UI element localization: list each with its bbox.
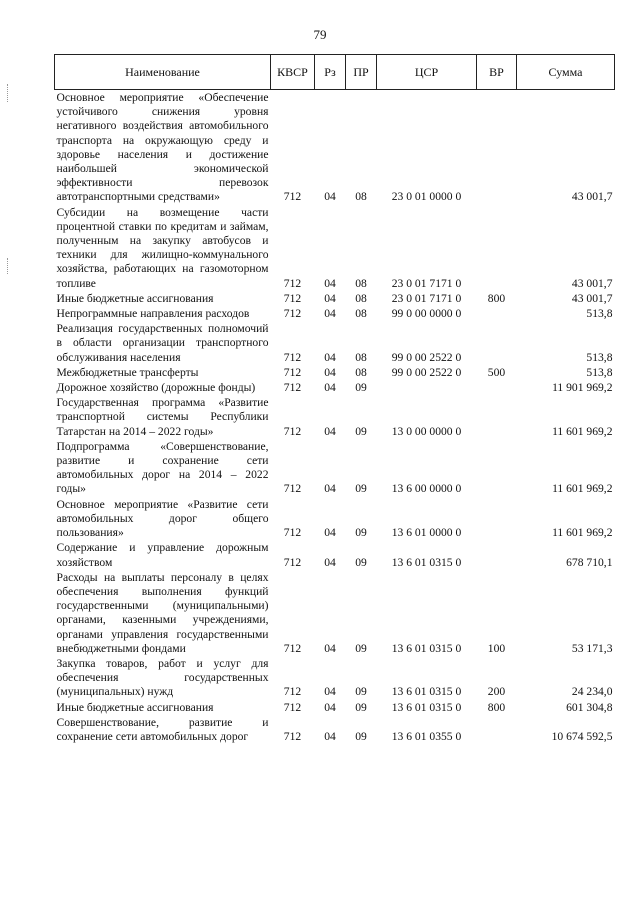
header-pr: ПР [346,55,377,90]
row-rz: 04 [324,700,336,714]
row-rz: 04 [324,685,336,699]
row-csr [377,380,477,395]
row-rz: 04 [324,641,336,655]
row-kvsr: 712 [283,307,302,321]
row-sum: 513,8 [586,350,613,364]
table-row [55,715,615,744]
row-kvsr: 712 [283,555,302,569]
header-rz: Рз [315,55,346,90]
row-rz: 04 [324,729,336,743]
table-row [55,395,615,439]
table-row [55,570,615,656]
row-rz: 04 [324,381,336,395]
row-vr [477,321,517,365]
row-csr: 99 0 00 0000 0 [391,307,462,321]
row-csr: 13 0 00 0000 0 [391,424,462,438]
row-pr: 08 [355,276,367,290]
row-rz: 04 [324,350,336,364]
row-vr [477,497,517,541]
row-pr: 09 [355,729,367,743]
row-pr: 08 [355,350,367,364]
row-sum: 678 710,1 [566,555,613,569]
row-pr: 09 [355,685,367,699]
row-vr: 800 [487,700,506,714]
header-csr: ЦСР [377,55,477,90]
row-pr: 08 [355,291,367,305]
row-kvsr: 712 [283,641,302,655]
row-kvsr: 712 [283,381,302,395]
row-pr: 09 [355,641,367,655]
row-vr [477,380,517,395]
row-vr [477,306,517,321]
row-name: Подпрограмма «Совершенствование, развитие и сохранение сети автомобильных дорог на 2014 – 2022 годы» [56,439,269,496]
row-pr: 09 [355,381,367,395]
row-vr [477,395,517,439]
budget-table [54,54,615,744]
row-csr: 13 6 01 0000 0 [391,526,462,540]
row-sum: 10 674 592,5 [551,729,613,743]
row-csr: 99 0 00 2522 0 [391,350,462,364]
row-name: Непрограммные направления расходов [56,307,250,321]
row-csr: 13 6 01 0315 0 [391,700,462,714]
table-row [55,656,615,700]
table-row [55,321,615,365]
row-sum: 513,8 [586,307,613,321]
row-name: Закупка товаров, работ и услуг для обеспечения государственных (муниципальных) нужд [56,656,269,699]
row-kvsr: 712 [283,685,302,699]
row-kvsr: 712 [283,700,302,714]
row-rz: 04 [324,424,336,438]
header-sum: Сумма [517,55,615,90]
table-header-row [55,55,615,90]
row-sum: 11 901 969,2 [552,381,613,395]
row-csr: 13 6 01 0315 0 [391,555,462,569]
row-csr: 23 0 01 0000 0 [391,190,462,204]
table-row [55,90,615,205]
row-sum: 43 001,7 [571,276,613,290]
table-row [55,439,615,497]
row-name: Иные бюджетные ассигнования [56,700,214,714]
header-kvsr: КВСР [271,55,315,90]
row-csr: 23 0 01 7171 0 [391,276,462,290]
row-sum: 11 601 969,2 [552,424,613,438]
row-name: Совершенствование, развитие и сохранение сети автомобильных дорог [56,715,269,743]
row-sum: 43 001,7 [571,190,613,204]
table-row [55,497,615,541]
row-name: Реализация государственных полномочий в области организации транспортного обслуживания населения [56,322,269,364]
row-vr: 100 [487,641,506,655]
row-vr [477,205,517,291]
row-vr [477,715,517,744]
row-rz: 04 [324,307,336,321]
row-rz: 04 [324,291,336,305]
table-row [55,205,615,291]
row-csr: 13 6 01 0315 0 [391,685,462,699]
row-name: Субсидии на возмещение части процентной ставки по кредитам и займам, полученным на закупку автобусов и техники для жилищно-коммунального хозяйства, работающих на газомоторном топливе [56,205,269,290]
row-pr: 09 [355,700,367,714]
row-rz: 04 [324,365,336,379]
header-name: Наименование [55,55,271,90]
row-kvsr: 712 [283,424,302,438]
row-vr [477,540,517,569]
row-sum: 513,8 [586,365,613,379]
row-sum: 11 601 969,2 [552,482,613,496]
row-kvsr: 712 [283,482,302,496]
table-row [55,306,615,321]
row-sum: 11 601 969,2 [552,526,613,540]
row-rz: 04 [324,190,336,204]
row-kvsr: 712 [283,350,302,364]
row-vr [477,90,517,205]
row-name: Межбюджетные трансферты [56,365,199,379]
row-rz: 04 [324,276,336,290]
row-sum: 601 304,8 [566,700,613,714]
row-csr: 13 6 00 0000 0 [391,482,462,496]
table-row [55,380,615,395]
table-row [55,700,615,715]
row-name: Дорожное хозяйство (дорожные фонды) [56,381,256,395]
row-kvsr: 712 [283,526,302,540]
table-row [55,291,615,306]
row-csr: 13 6 01 0355 0 [391,729,462,743]
row-name: Содержание и управление дорожным хозяйством [56,541,269,569]
table-row [55,540,615,569]
row-kvsr: 712 [283,365,302,379]
header-vr: ВР [477,55,517,90]
row-pr: 09 [355,555,367,569]
margin-mark [7,84,9,102]
row-csr: 23 0 01 7171 0 [391,291,462,305]
margin-mark [7,258,9,274]
page-number: 79 [313,27,327,42]
row-name: Расходы на выплаты персоналу в целях обеспечения выполнения функций государственными (муниципальными) органами, казенными учреждениями, органами управления государственными внебюджетными фондами [56,570,269,655]
row-vr: 200 [487,685,506,699]
row-pr: 08 [355,365,367,379]
row-vr [477,439,517,497]
row-pr: 09 [355,482,367,496]
row-rz: 04 [324,555,336,569]
row-vr: 800 [487,291,506,305]
row-sum: 24 234,0 [571,685,613,699]
row-rz: 04 [324,482,336,496]
row-name: Государственная программа «Развитие транспортной системы Республики Татарстан на 2014 – 2022 годы» [56,396,269,438]
row-csr: 99 0 00 2522 0 [391,365,462,379]
row-kvsr: 712 [283,190,302,204]
row-rz: 04 [324,526,336,540]
row-name: Основное мероприятие «Развитие сети автомобильных дорог общего пользования» [56,497,269,540]
table-body [55,90,615,745]
row-sum: 43 001,7 [571,291,613,305]
row-csr: 13 6 01 0315 0 [391,641,462,655]
row-sum: 53 171,3 [571,641,613,655]
row-kvsr: 712 [283,291,302,305]
row-kvsr: 712 [283,276,302,290]
table-row [55,365,615,380]
row-kvsr: 712 [283,729,302,743]
row-pr: 08 [355,190,367,204]
row-pr: 09 [355,424,367,438]
row-vr: 500 [487,365,506,379]
row-name: Иные бюджетные ассигнования [56,291,214,305]
row-pr: 09 [355,526,367,540]
row-pr: 08 [355,307,367,321]
row-name: Основное мероприятие «Обеспечение устойчивого снижения уровня негативного воздействия автомобильного транспорта на окружающую среду и здоровье населения и достижение наибольшей экономической эффективности перевозок автотранспортными средствами» [56,91,269,204]
